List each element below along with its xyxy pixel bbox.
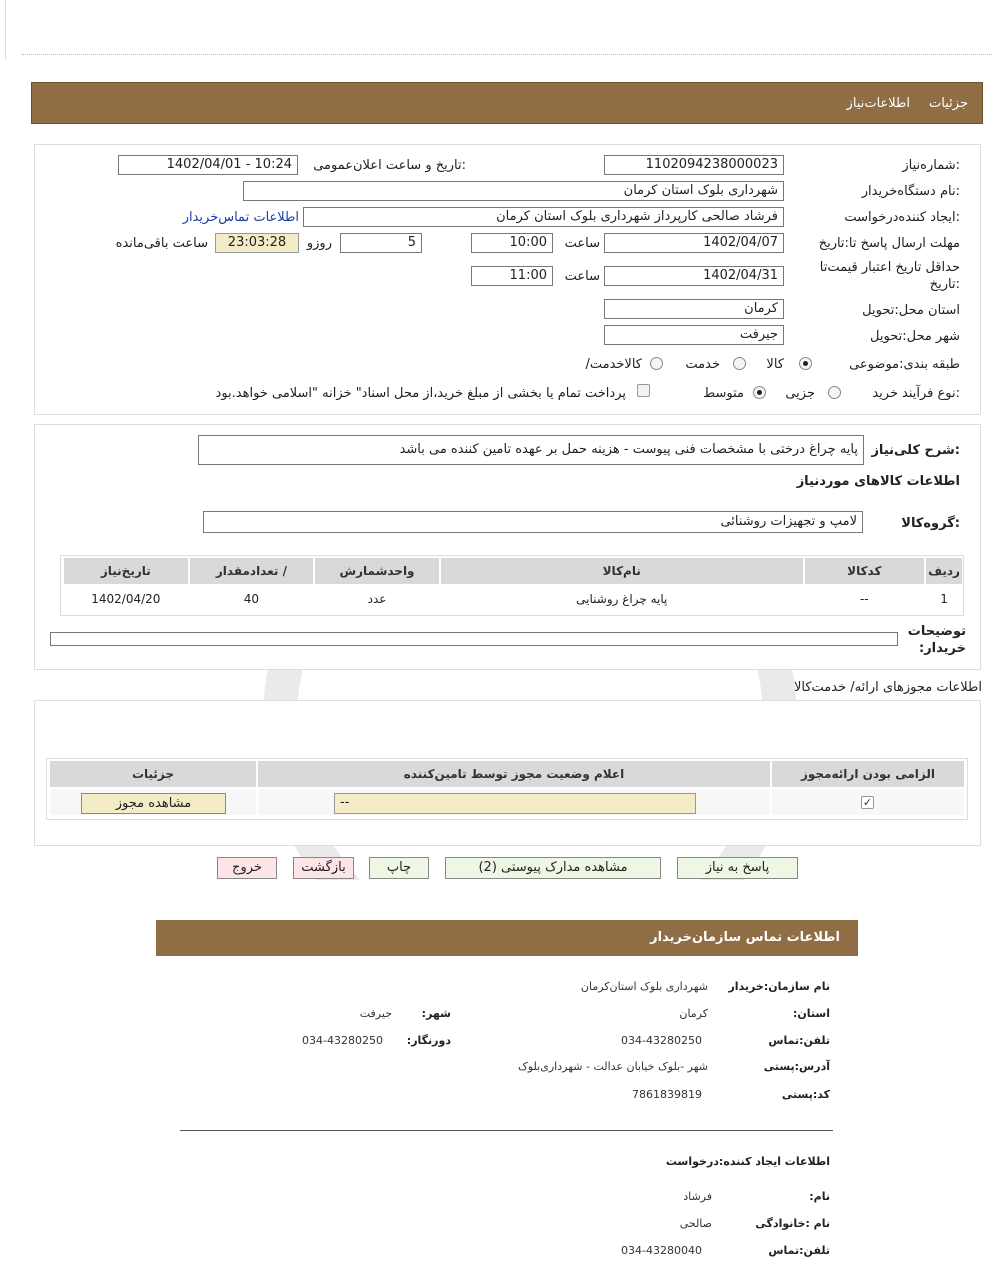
days-field: 5 bbox=[340, 233, 422, 253]
permit-status-field[interactable]: -- bbox=[334, 793, 696, 814]
category-goods-radio[interactable] bbox=[799, 357, 812, 370]
buyer-org-field: شهرداری بلوک استان کرمان bbox=[243, 181, 784, 201]
col-code: کدکالا bbox=[805, 558, 924, 584]
reply-button[interactable]: پاسخ به نیاز bbox=[677, 857, 798, 879]
creator-family-label: نام :خانوادگی bbox=[755, 1217, 830, 1230]
province-label: استان محل:تحویل bbox=[862, 303, 960, 318]
cell-row-no: 1 bbox=[926, 586, 962, 612]
category-both-radio[interactable] bbox=[650, 357, 663, 370]
announce-field: 1402/04/01 - 10:24 bbox=[118, 155, 298, 175]
contact-divider bbox=[180, 1130, 833, 1131]
creator-phone-label: تلفن:تماس bbox=[768, 1244, 830, 1257]
page-edge-line bbox=[5, 0, 6, 60]
remaining-time-field: 23:03:28 bbox=[215, 233, 299, 253]
exit-button[interactable]: خروج bbox=[217, 857, 277, 879]
cell-date: 1402/04/20 bbox=[64, 586, 188, 612]
category-label: طبقه بندی:موضوعی bbox=[849, 357, 960, 372]
deadline-label: مهلت ارسال پاسخ تا:تاریخ bbox=[818, 236, 960, 251]
col-row-no: ردیف bbox=[926, 558, 962, 584]
deadline-date-field: 1402/04/07 bbox=[604, 233, 784, 253]
contact-province-value: کرمان bbox=[679, 1007, 708, 1020]
creator-family-value: صالحی bbox=[679, 1217, 712, 1230]
permit-required-checkbox[interactable]: ✓ bbox=[862, 796, 873, 809]
col-permit-details: جزئیات bbox=[50, 761, 256, 787]
treasury-payment-checkbox[interactable] bbox=[637, 384, 650, 397]
buyer-contact-bar bbox=[156, 920, 858, 956]
org-value: شهرداری بلوک استان‌کرمان bbox=[580, 980, 708, 993]
creator-field: فرشاد صالحی کارپرداز شهرداری بلوک استان کرمان bbox=[303, 207, 784, 227]
process-medium-radio[interactable] bbox=[753, 386, 766, 399]
view-permit-button[interactable]: مشاهده مجوز bbox=[81, 793, 226, 814]
treasury-payment-label: پرداخت تمام یا بخشی از مبلغ خرید،از محل اسناد" خزانه "اسلامی خواهد.بود bbox=[215, 386, 626, 401]
validity-label-2: تاریخ: bbox=[929, 277, 960, 292]
buyer-contact-link[interactable]: اطلاعات تماس‌خریدار bbox=[182, 210, 299, 225]
goods-group-field: لامپ و تجهیزات روشنائی bbox=[203, 511, 863, 533]
cell-code: -- bbox=[805, 586, 924, 612]
buyer-org-label: نام دستگاه‌خریدار: bbox=[861, 184, 960, 199]
cell-name: پایه چراغ روشنایی bbox=[441, 586, 803, 612]
contact-address-label: آدرس:پستی bbox=[763, 1060, 830, 1073]
summary-field: پایه چراغ درختی با مشخصات فنی پیوست - هزینه حمل بر عهده تامین کننده می باشد bbox=[198, 435, 864, 465]
creator-name-label: :نام bbox=[809, 1190, 830, 1203]
buyer-notes-label-1: توضیحات bbox=[907, 624, 966, 639]
validity-time-label: ساعت bbox=[564, 269, 600, 284]
cell-qty: 40 bbox=[190, 586, 314, 612]
category-service-radio[interactable] bbox=[733, 357, 746, 370]
contact-city-value: جیرفت bbox=[359, 1007, 392, 1020]
deadline-time-label: ساعت bbox=[564, 236, 600, 251]
category-both-label: /کالاخدمت bbox=[585, 357, 642, 372]
permits-table-header bbox=[50, 761, 964, 787]
category-goods-label: کالا bbox=[766, 357, 784, 372]
col-permit-status: اعلام وضعیت مجوز توسط تامین‌کننده bbox=[258, 761, 770, 787]
contact-fax-label: :دورنگار bbox=[406, 1034, 451, 1047]
buyer-contact-title: اطلاعات تماس سازمان‌خریدار bbox=[650, 930, 840, 945]
province-field: کرمان bbox=[604, 299, 784, 319]
org-label: نام سازمان:خریدار bbox=[728, 980, 830, 993]
col-permit-required: الزامی بودن ارائه‌مجوز bbox=[772, 761, 964, 787]
need-number-field: 1102094238000023 bbox=[604, 155, 784, 175]
contact-fax-value: 034-43280250 bbox=[302, 1034, 383, 1047]
contact-phone-value: 034-43280250 bbox=[621, 1034, 702, 1047]
buyer-notes-field bbox=[50, 632, 898, 646]
page-header-bar bbox=[31, 82, 983, 124]
days-label: روزو bbox=[306, 236, 332, 251]
contact-postal-value: 7861839819 bbox=[632, 1088, 702, 1101]
goods-table-header bbox=[64, 558, 962, 584]
need-number-label: شماره‌نیاز: bbox=[902, 158, 960, 173]
goods-table bbox=[62, 556, 964, 614]
deadline-time-field: 10:00 bbox=[471, 233, 553, 253]
process-buy-label: خرید bbox=[872, 386, 898, 401]
creator-label: ایجاد کننده‌درخواست: bbox=[844, 210, 960, 225]
process-small-radio[interactable] bbox=[828, 386, 841, 399]
process-medium-label: متوسط bbox=[703, 386, 744, 401]
permits-title: اطلاعات مجوزهای ارائه/ خدمت‌کالا bbox=[793, 680, 982, 695]
validity-time-field: 11:00 bbox=[471, 266, 553, 286]
goods-group-label: گروه‌کالا: bbox=[901, 516, 960, 531]
col-unit: واحدشمارش bbox=[315, 558, 439, 584]
cell-unit: عدد bbox=[315, 586, 439, 612]
city-field: جیرفت bbox=[604, 325, 784, 345]
contact-address-value: شهر -بلوک خیابان عدالت - شهرداری‌بلوک bbox=[518, 1060, 708, 1073]
print-button[interactable]: چاپ bbox=[369, 857, 429, 879]
process-label: نوع فرآیند: bbox=[902, 386, 960, 401]
contact-city-label: :شهر bbox=[421, 1007, 451, 1020]
validity-date-field: 1402/04/31 bbox=[604, 266, 784, 286]
tab-details[interactable]: جزئیات bbox=[929, 96, 968, 111]
goods-info-title: اطلاعات کالاهای موردنیاز bbox=[796, 474, 960, 489]
category-service-label: خدمت bbox=[685, 357, 720, 372]
creator-info-title: اطلاعات ایجاد کننده:درخواست bbox=[665, 1155, 830, 1168]
view-docs-button[interactable]: مشاهده مدارک پیوستی (2) bbox=[445, 857, 661, 879]
remaining-label: ساعت باقی‌مانده bbox=[115, 236, 208, 251]
table-row bbox=[64, 586, 962, 612]
back-button[interactable]: بازگشت bbox=[293, 857, 354, 879]
col-date: تاریخ‌نیاز bbox=[64, 558, 188, 584]
announce-label: تاریخ و ساعت اعلان‌عمومی: bbox=[313, 158, 466, 173]
city-label: شهر محل:تحویل bbox=[870, 329, 960, 344]
top-divider bbox=[22, 54, 992, 55]
summary-label: شرح کلی‌نیاز: bbox=[871, 443, 960, 458]
process-small-label: جزیی bbox=[785, 386, 815, 401]
buyer-notes-label-2: :خریدار bbox=[919, 641, 966, 656]
col-qty: / تعدادمقدار bbox=[190, 558, 314, 584]
contact-phone-label: تلفن:تماس bbox=[768, 1034, 830, 1047]
creator-phone-value: 034-43280040 bbox=[621, 1244, 702, 1257]
validity-label-1: حداقل تاریخ اعتبار قیمت‌تا bbox=[819, 260, 960, 275]
col-name: نام‌کالا bbox=[441, 558, 803, 584]
contact-province-label: :استان bbox=[792, 1007, 830, 1020]
contact-postal-label: کد:پستی bbox=[781, 1088, 830, 1101]
creator-name-value: فرشاد bbox=[683, 1190, 712, 1203]
tab-need-info[interactable]: اطلاعات‌نیاز bbox=[846, 96, 910, 111]
